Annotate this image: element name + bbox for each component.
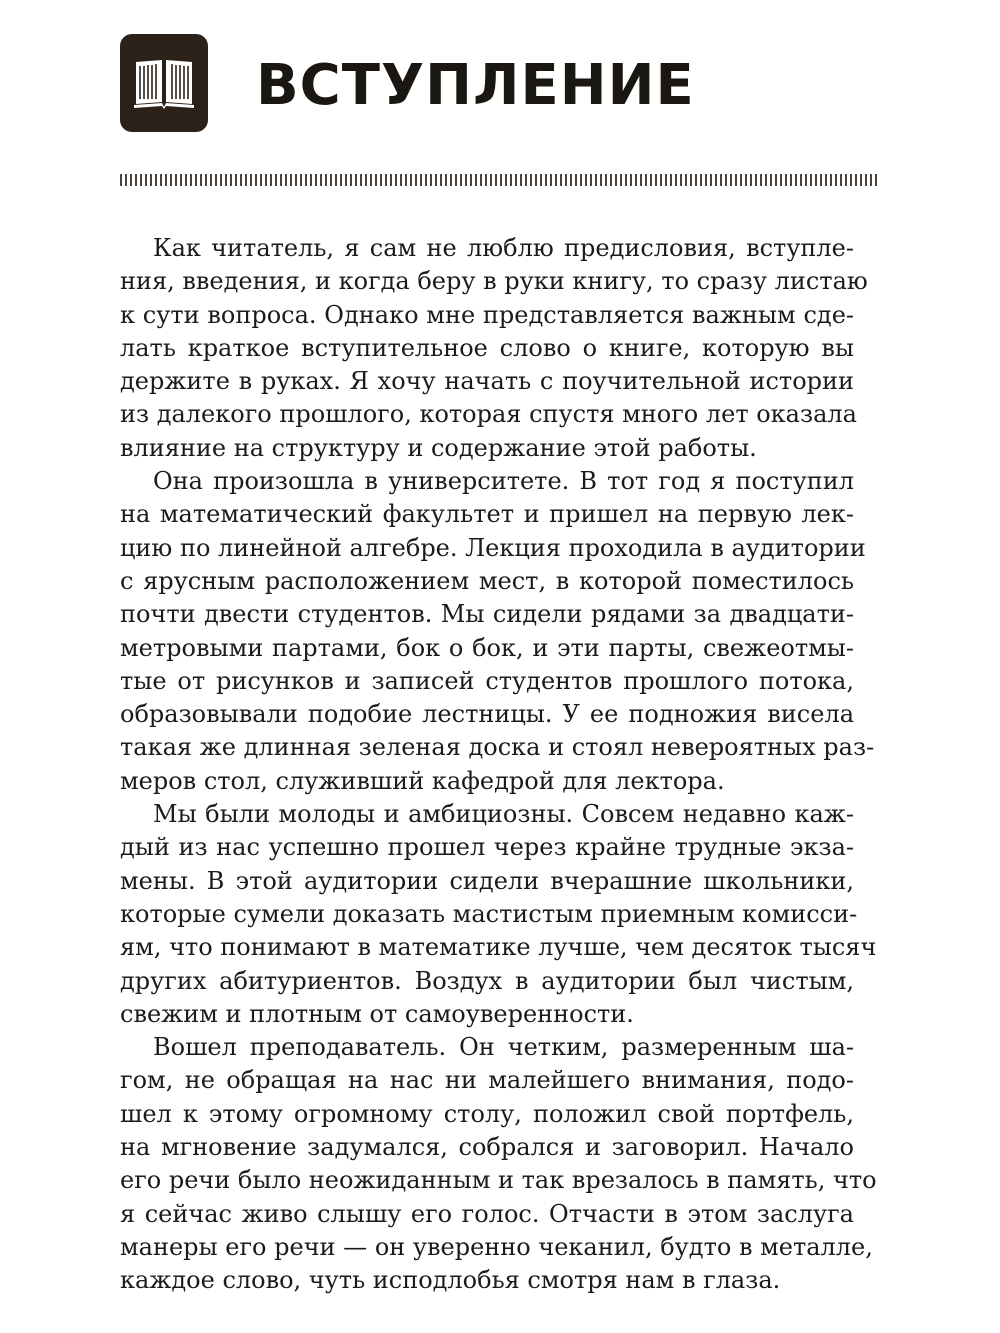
chapter-title: ВСТУПЛЕНИЕ <box>256 53 695 118</box>
text-line: свежим и плотным от самоуверенности. <box>120 999 634 1028</box>
text-line: на мгновение задумался, собрался и заговорил. Начало <box>120 1133 854 1162</box>
text-line: на математический факультет и пришел на первую лек- <box>120 500 854 529</box>
text-line: гом, не обращая на нас ни малейшего внимания, подо- <box>120 1066 854 1095</box>
open-book-icon <box>132 56 196 110</box>
text-line: манеры его речи — он уверенно чеканил, будто в металле, <box>120 1232 873 1261</box>
text-line: других абитуриентов. Воздух в аудитории был чистым, <box>120 966 854 995</box>
text-line: Как читатель, я сам не люблю предисловия, вступле- <box>153 234 854 262</box>
text-line: к сути вопроса. Однако мне представляется важным сде- <box>120 300 854 329</box>
paragraph <box>120 465 875 798</box>
chapter-body <box>120 232 877 1298</box>
paragraph <box>120 232 868 465</box>
text-line: лать краткое вступительное слово о книге, которую вы <box>120 333 854 362</box>
text-line: которые сумели доказать мастистым приемным комисси- <box>120 899 858 928</box>
text-line: Вошел преподаватель. Он четким, размеренным ша- <box>153 1033 854 1062</box>
text-line: ям, что понимают в математике лучше, чем десяток тысяч <box>120 933 877 962</box>
text-line: ния, введения, и когда беру в руки книгу, то сразу листаю <box>120 267 868 296</box>
text-line: меров стол, служивший кафедрой для лектора. <box>120 766 725 795</box>
text-line: Мы были молоды и амбициозны. Совсем недавно каж- <box>153 800 854 829</box>
text-line: шел к этому огромному столу, положил свой портфель, <box>120 1099 854 1128</box>
text-line: из далекого прошлого, которая спустя много лет оказала <box>120 400 857 429</box>
text-line: я сейчас живо слышу его голос. Отчасти в этом заслуга <box>120 1199 854 1228</box>
text-line: такая же длинная зеленая доска и стоял невероятных раз- <box>120 733 875 762</box>
text-line: влияние на структуру и содержание этой работы. <box>120 433 757 462</box>
paragraph <box>120 1031 877 1297</box>
text-line: мены. В этой аудитории сидели вчерашние школьники, <box>120 866 854 895</box>
decorative-divider <box>120 174 880 186</box>
book-icon <box>120 34 208 132</box>
text-line: держите в руках. Я хочу начать с поучительной истории <box>120 367 854 396</box>
text-line: тые от рисунков и записей студентов прошлого потока, <box>120 666 854 695</box>
text-line: цию по линейной алгебре. Лекция проходила в аудитории <box>120 533 866 562</box>
text-line: дый из нас успешно прошел через крайне трудные экза- <box>120 833 854 862</box>
text-line: с ярусным расположением мест, в которой поместилось <box>120 566 854 595</box>
text-line: почти двести студентов. Мы сидели рядами за двадцати- <box>120 600 854 629</box>
text-line: его речи было неожиданным и так врезалось в память, что <box>120 1166 877 1195</box>
text-line: Она произошла в университете. В тот год я поступил <box>153 467 854 496</box>
text-line: метровыми партами, бок о бок, и эти парты, свежеотмы- <box>120 633 854 662</box>
text-line: каждое слово, чуть исподлобья смотря нам в глаза. <box>120 1266 781 1295</box>
paragraph <box>120 798 877 1031</box>
text-line: образовывали подобие лестницы. У ее подножия висела <box>120 700 854 729</box>
